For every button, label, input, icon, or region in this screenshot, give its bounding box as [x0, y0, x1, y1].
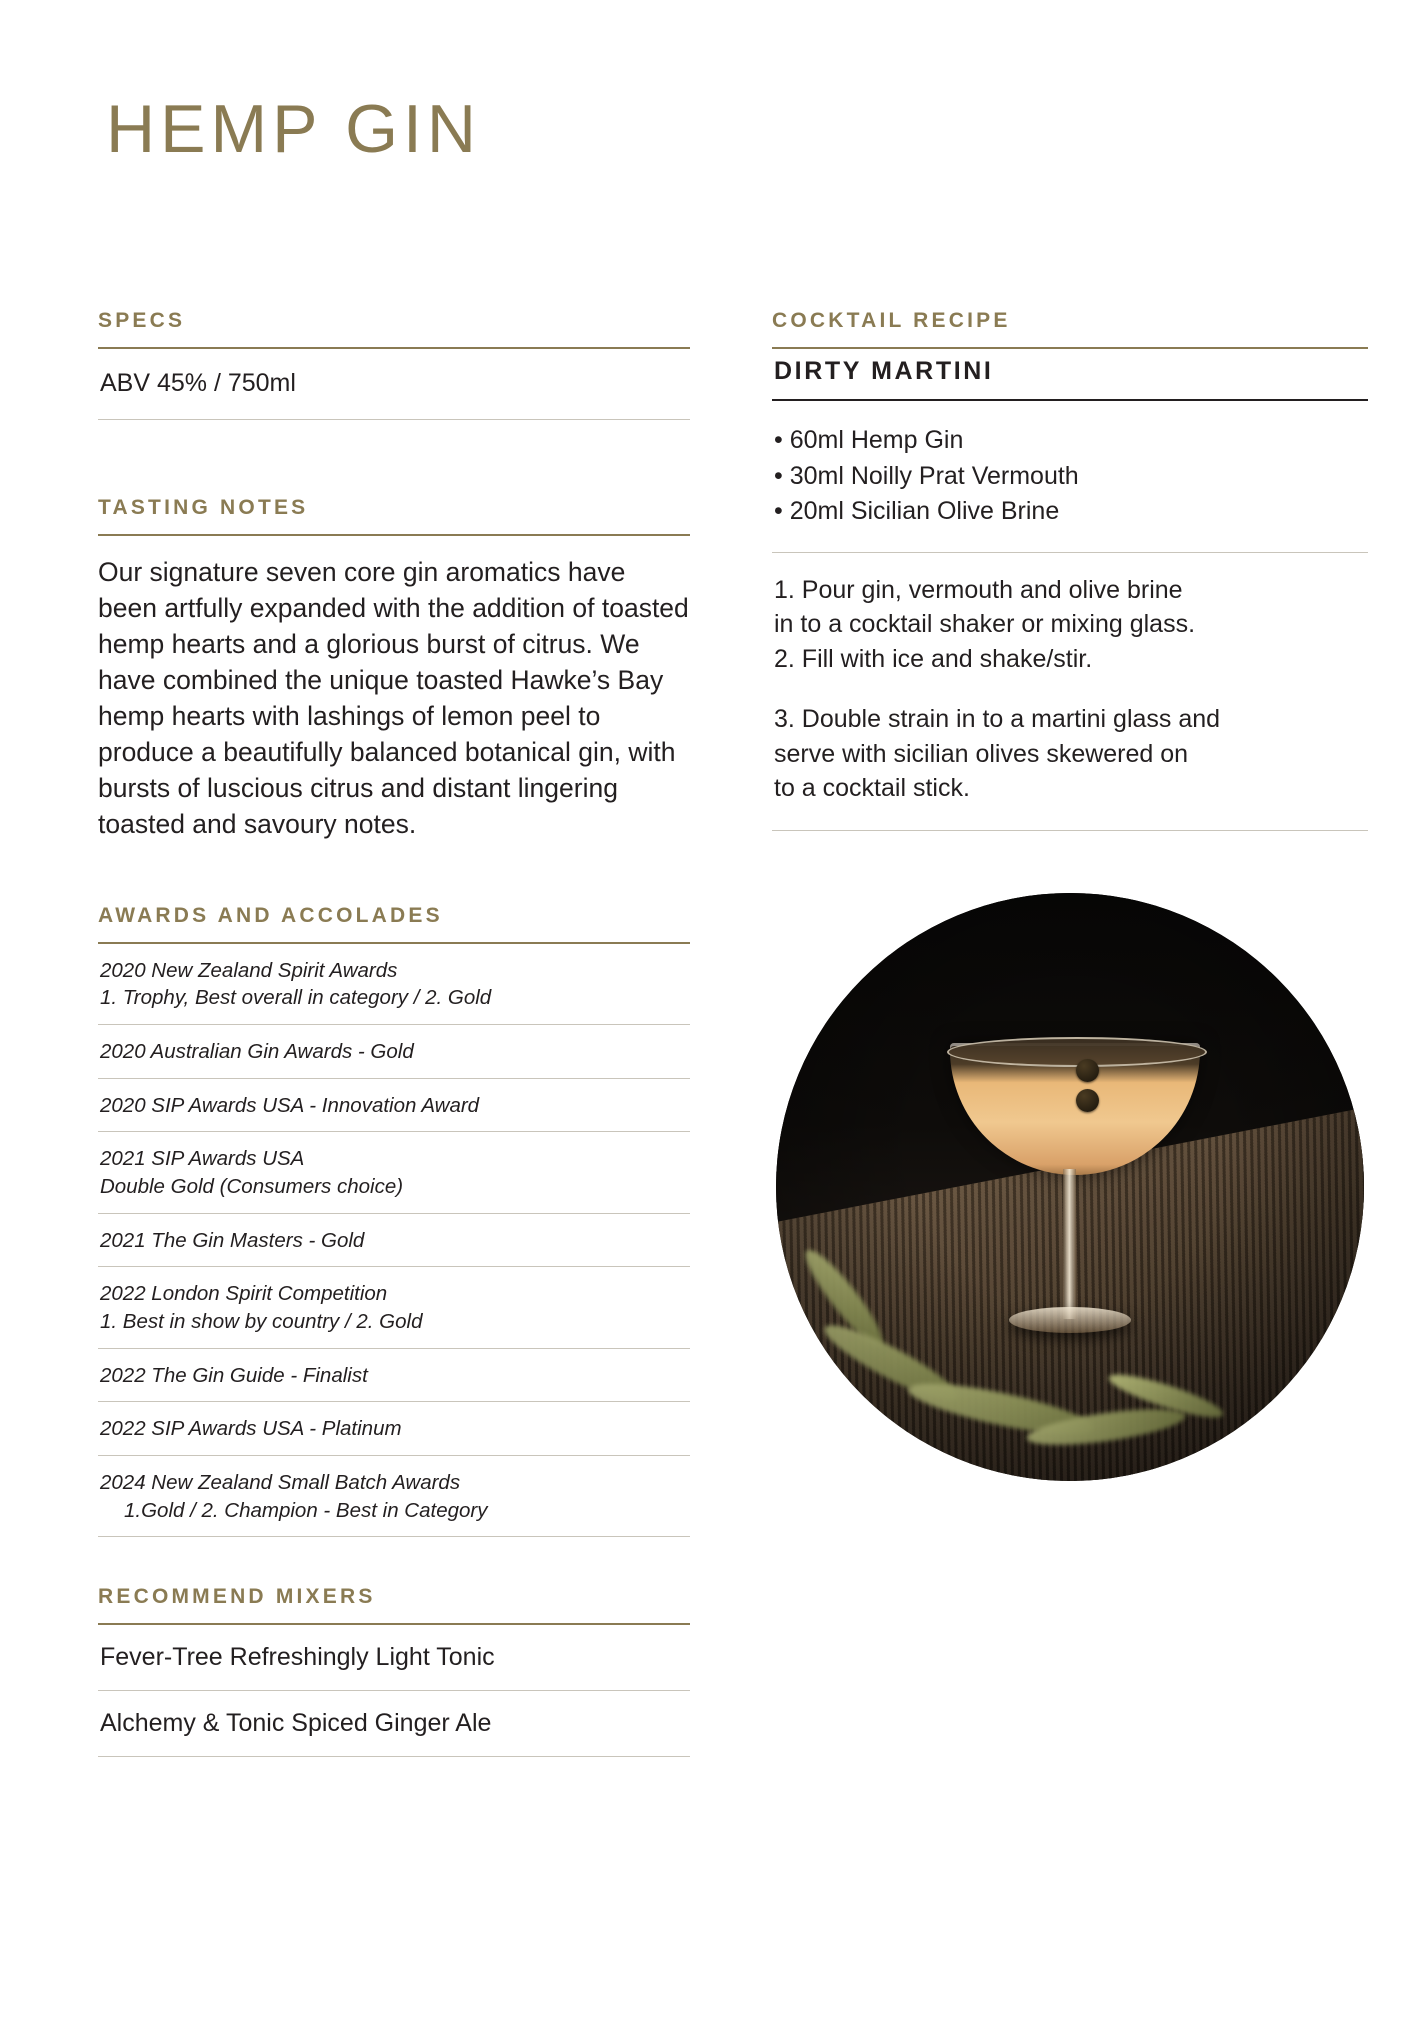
cocktail-divider-top: [772, 347, 1368, 349]
mixers-section: [98, 1585, 690, 1757]
list-item: [98, 1214, 690, 1268]
awards-heading: AWARDS AND ACCOLADES: [98, 903, 443, 927]
list-item: Fever-Tree Refreshingly Light Tonic: [98, 1625, 690, 1691]
method-steps: [772, 553, 1368, 830]
award-line-1: 2022 SIP Awards USA - Platinum: [100, 1417, 402, 1441]
spacer-specs-tasting: [98, 420, 690, 496]
cocktail-name: DIRTY MARTINI: [774, 357, 994, 385]
tasting-notes-heading: TASTING NOTES: [98, 495, 309, 519]
spacer-tasting-awards: [98, 842, 690, 904]
list-item: • 30ml Noilly Prat Vermouth: [774, 461, 1079, 490]
cocktail-photo: [776, 893, 1364, 1481]
award-line-1: 2020 SIP Awards USA - Innovation Award: [100, 1093, 480, 1117]
cocktail-photo-wrapper: [772, 893, 1368, 1481]
step-3-line-2: serve with sicilian olives skewered on: [774, 739, 1189, 768]
list-item: [98, 1402, 690, 1456]
list-item: • 60ml Hemp Gin: [774, 426, 964, 454]
list-item: Alchemy & Tonic Spiced Ginger Ale: [98, 1691, 690, 1757]
award-line-1: 2021 SIP Awards USA: [100, 1147, 305, 1171]
specs-section: [98, 309, 690, 420]
awards-section: [98, 904, 690, 1538]
right-column: [772, 309, 1368, 1757]
spacer-awards-mixers: [98, 1537, 690, 1585]
mixers-heading: RECOMMEND MIXERS: [98, 1585, 376, 1609]
list-item: [98, 1267, 690, 1348]
step-2: 2. Fill with ice and shake/stir.: [774, 644, 1093, 673]
awards-list: [98, 944, 690, 1538]
award-line-1: 2020 Australian Gin Awards - Gold: [100, 1040, 414, 1064]
award-line-2: 1.Gold / 2. Champion - Best in Category: [124, 1498, 488, 1522]
award-line-1: 2024 New Zealand Small Batch Awards: [100, 1471, 461, 1495]
specs-value: ABV 45% / 750ml: [100, 369, 296, 397]
photo-vignette: [776, 893, 1364, 1481]
award-line-2: Double Gold (Consumers choice): [100, 1175, 404, 1199]
tasting-notes-section: [98, 496, 690, 842]
step-1-line-1: 1. Pour gin, vermouth and olive brine: [774, 575, 1183, 604]
cocktail-recipe-heading: COCKTAIL RECIPE: [772, 309, 1011, 332]
step-3-line-1: 3. Double strain in to a martini glass and: [774, 705, 1221, 733]
mixers-list: [98, 1625, 690, 1757]
left-column: [98, 309, 690, 1757]
step-1-line-2: in to a cocktail shaker or mixing glass.: [774, 610, 1196, 638]
award-line-2: 1. Best in show by country / 2. Gold: [100, 1310, 423, 1334]
award-line-1: 2022 The Gin Guide - Finalist: [100, 1363, 368, 1387]
award-line-2: 1. Trophy, Best overall in category / 2. Gold: [100, 986, 492, 1010]
list-item: • 20ml Sicilian Olive Brine: [774, 497, 1060, 525]
award-line-1: 2021 The Gin Masters - Gold: [100, 1228, 365, 1252]
list-item: [98, 944, 690, 1025]
page-title: HEMP GIN: [106, 91, 482, 167]
specs-heading: SPECS: [98, 309, 186, 332]
list-item: [98, 1025, 690, 1079]
list-item: [98, 1079, 690, 1133]
award-line-1: 2020 New Zealand Spirit Awards: [100, 958, 398, 982]
award-line-1: 2022 London Spirit Competition: [100, 1282, 388, 1306]
list-item: [98, 1456, 690, 1537]
method-divider: [772, 830, 1368, 831]
ingredients-list: [772, 401, 1368, 552]
step-3-line-3: to a cocktail stick.: [774, 774, 970, 802]
tasting-notes-body: Our signature seven core gin aromatics have been artfully expanded with the addition of toasted hemp hearts and a glorious burst of citrus. We have combined the unique toasted Hawke’s Bay hemp hearts with lashings of lemon peel to produce a beautifully balanced botanical gin, with bursts of luscious citrus and distant lingering toasted and savoury notes.: [98, 556, 689, 839]
list-item: [98, 1349, 690, 1403]
content-columns: [98, 309, 1300, 1757]
list-item: [98, 1132, 690, 1213]
